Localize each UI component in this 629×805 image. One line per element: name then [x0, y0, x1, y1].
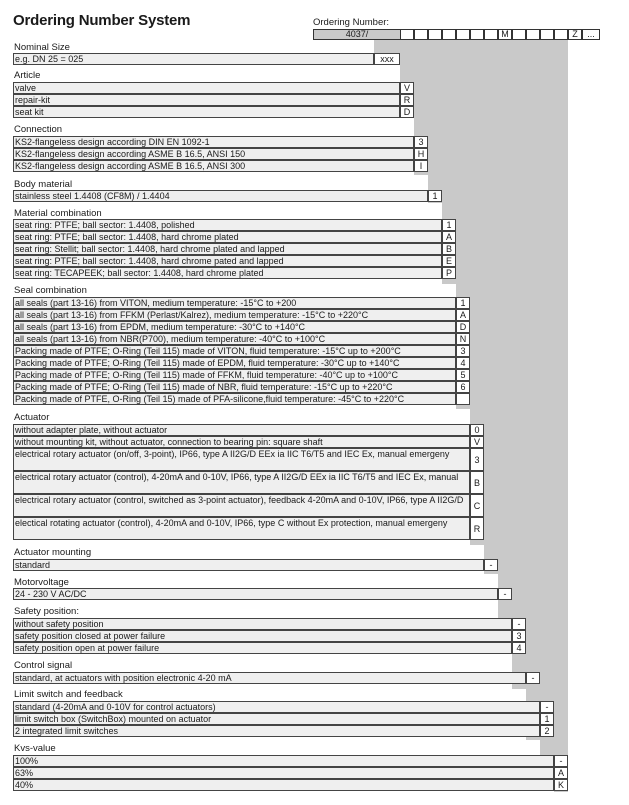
option-code: 0 [470, 424, 484, 436]
ordering-number-cell [442, 29, 456, 40]
section-title: Actuator mounting [14, 547, 92, 558]
code-column [512, 40, 526, 689]
option-code: 2 [540, 725, 554, 737]
section-title: Article [14, 70, 41, 81]
option-row: all seals (part 13-16) from NBR(P700), medium temperature: -40°C to +100°C [13, 333, 456, 345]
option-code: H [414, 148, 428, 160]
option-code: A [442, 231, 456, 243]
option-code [456, 393, 470, 405]
option-code: 1 [428, 190, 442, 202]
option-row: all seals (part 13-16) from VITON, medium temperature: -15°C to +200 [13, 297, 456, 309]
option-row: Packing made of PTFE, O-Ring (Teil 15) made of PFA-silicone,fluid temperature: -45°C to +220°C [13, 393, 456, 405]
option-row: KS2-flangeless design according ASME B 16.5, ANSI 300 [13, 160, 414, 172]
ordering-number-cell [484, 29, 498, 40]
code-column [498, 40, 512, 630]
option-code: D [456, 321, 470, 333]
option-code: 5 [456, 369, 470, 381]
ordering-number-cell [526, 29, 540, 40]
option-row: without adapter plate, without actuator [13, 424, 470, 436]
option-code: D [400, 106, 414, 118]
option-code: N [456, 333, 470, 345]
ordering-number-cell [540, 29, 554, 40]
ordering-number-cell: M [498, 29, 512, 40]
ordering-number-cell [414, 29, 428, 40]
option-row: Packing made of PTFE; O-Ring (Teil 115) made of EPDM, fluid temperature: -30°C up to +140°C [13, 357, 456, 369]
ordering-number-label: Ordering Number: [313, 17, 390, 28]
option-code: 3 [414, 136, 428, 148]
ordering-number-cell [456, 29, 470, 40]
option-row: valve [13, 82, 400, 94]
option-row: without mounting kit, without actuator, connection to bearing pin: square shaft [13, 436, 470, 448]
option-row: electrical rotary actuator (on/off, 3-point), IP66, type A II2G/D EEx ia IIC T6/T5 and IEC Ex, manual emergeny [13, 448, 470, 471]
option-row: 40% [13, 779, 554, 791]
option-code: - [512, 618, 526, 630]
option-row: 63% [13, 767, 554, 779]
option-row: electrical rotary actuator (control, switched as 3-point actuator), feedback 4-20mA and 0-10V, IP66, type A II2G/D [13, 494, 470, 517]
option-row: all seals (part 13-16) from FFKM (Perlast/Kalrez), medium temperature: -15°C to +220°C [13, 309, 456, 321]
option-row: seat ring: PTFE; ball sector: 1.4408, polished [13, 219, 442, 231]
ordering-number-cell: ... [582, 29, 600, 40]
option-code: P [442, 267, 456, 279]
option-code: K [554, 779, 568, 791]
option-row: 100% [13, 755, 554, 767]
option-row: without safety position [13, 618, 512, 630]
section-title: Kvs-value [14, 743, 56, 754]
option-row: repair-kit [13, 94, 400, 106]
page-title: Ordering Number System [13, 12, 191, 29]
section-title: Control signal [14, 660, 73, 671]
option-row: all seals (part 13-16) from EPDM, medium temperature: -30°C to +140°C [13, 321, 456, 333]
option-code: I [414, 160, 428, 172]
option-row: Packing made of PTFE; O-Ring (Teil 115) made of NBR, fluid temperature: -15°C up to +220°C [13, 381, 456, 393]
option-code: - [526, 672, 540, 684]
option-row: safety position open at power failure [13, 642, 512, 654]
code-column [554, 40, 568, 792]
section-title: Limit switch and feedback [14, 689, 123, 700]
option-code: B [470, 471, 484, 494]
option-row: KS2-flangeless design according ASME B 16.5, ANSI 150 [13, 148, 414, 160]
option-code: 1 [456, 297, 470, 309]
section-title: Motorvoltage [14, 577, 69, 588]
ordering-number-cell [428, 29, 442, 40]
option-code: V [400, 82, 414, 94]
option-code: A [554, 767, 568, 779]
option-code: E [442, 255, 456, 267]
section-title: Connection [14, 124, 63, 135]
section-title: Material combination [14, 208, 102, 219]
option-code: - [540, 701, 554, 713]
option-row: seat kit [13, 106, 400, 118]
code-column [428, 40, 442, 203]
option-row: KS2-flangeless design according DIN EN 1092-1 [13, 136, 414, 148]
option-code: 3 [470, 448, 484, 471]
option-row: 24 - 230 V AC/DC [13, 588, 498, 600]
code-column [526, 40, 540, 740]
option-row: standard (4-20mA and 0-10V for control actuators) [13, 701, 540, 713]
option-row: standard [13, 559, 484, 571]
option-row: electical rotating actuator (control), 4-20mA and 0-10V, IP66, type C without Ex protection, manual emergeny [13, 517, 470, 540]
option-row: limit switch box (SwitchBox) mounted on actuator [13, 713, 540, 725]
option-row: electrical rotary actuator (control), 4-20mA and 0-10V, IP66, type A II2G/D EEx ia IIC T6/T5 and IEC Ex, manual [13, 471, 470, 494]
option-code: 4 [456, 357, 470, 369]
section-title: Nominal Size [14, 42, 70, 53]
option-code: R [470, 517, 484, 540]
option-row: safety position closed at power failure [13, 630, 512, 642]
option-code: 3 [512, 630, 526, 642]
option-row: seat ring: Stellit; ball sector: 1.4408, hard chrome plated and lapped [13, 243, 442, 255]
section-title: Body material [14, 179, 73, 190]
section-title: Safety position: [14, 606, 79, 617]
ordering-number-cell [470, 29, 484, 40]
ordering-number-cell: Z [568, 29, 582, 40]
code-column [540, 40, 554, 775]
section-title: Seal combination [14, 285, 87, 296]
option-code: A [456, 309, 470, 321]
option-row: seat ring: PTFE; ball sector: 1.4408, hard chrome pated and lapped [13, 255, 442, 267]
code-column [484, 40, 498, 574]
ordering-number-cell [400, 29, 414, 40]
option-code: xxx [374, 53, 400, 65]
option-row: seat ring: TECAPEEK; ball sector: 1.4408, hard chrome plated [13, 267, 442, 279]
option-row: e.g. DN 25 = 025 [13, 53, 374, 65]
option-row: Packing made of PTFE; O-Ring (Teil 115) made of VITON, fluid temperature: -15°C up to +200°C [13, 345, 456, 357]
option-code: 1 [442, 219, 456, 231]
option-code: - [484, 559, 498, 571]
option-code: 6 [456, 381, 470, 393]
option-row: 2 integrated limit switches [13, 725, 540, 737]
option-code: - [554, 755, 568, 767]
option-code: B [442, 243, 456, 255]
option-row: seat ring: PTFE; ball sector: 1.4408, hard chrome plated [13, 231, 442, 243]
option-code: 4 [512, 642, 526, 654]
option-code: R [400, 94, 414, 106]
option-code: V [470, 436, 484, 448]
option-code: 1 [540, 713, 554, 725]
option-code: 3 [456, 345, 470, 357]
option-row: standard, at actuators with position electronic 4-20 mA [13, 672, 526, 684]
option-code: - [498, 588, 512, 600]
ordering-number-cell [512, 29, 526, 40]
section-title: Actuator [14, 412, 50, 423]
ordering-number-cell: 4037/ [313, 29, 401, 40]
option-row: Packing made of PTFE; O-Ring (Teil 115) made of FFKM, fluid temperature: -40°C up to +100°C [13, 369, 456, 381]
option-row: stainless steel 1.4408 (CF8M) / 1.4404 [13, 190, 428, 202]
ordering-number-cell [554, 29, 568, 40]
option-code: C [470, 494, 484, 517]
